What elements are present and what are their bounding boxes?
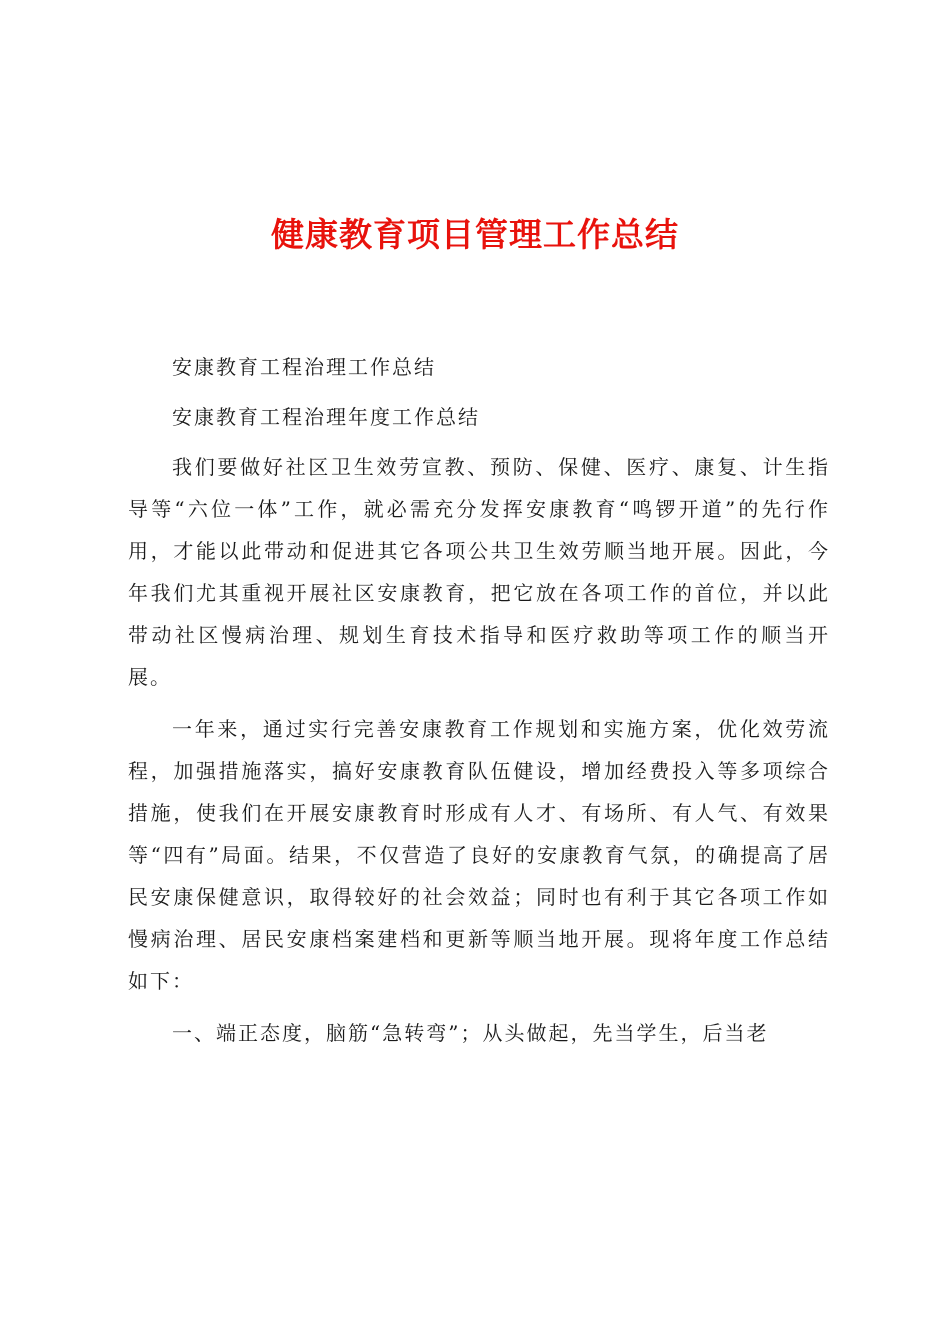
paragraph-intro: 我们要做好社区卫生效劳宣教、预防、保健、医疗、康复、计生指导等“六位一体”工作，就必需充分发挥安康教育“鸣锣开道”的先行作用，才能以此带动和促进其它各项公共卫生效劳顺当地开展。因此，今年我们尤其重视开展社区安康教育，把它放在各项工作的首位，并以此带动社区慢病治理、规划生育技术指导和医疗救助等项工作的顺当开展。 <box>128 455 830 689</box>
document-title: 健康教育项目管理工作总结 <box>271 215 679 254</box>
paragraph-subtitle-2: 安康教育工程治理年度工作总结 <box>172 405 480 429</box>
paragraph-summary: 一年来，通过实行完善安康教育工作规划和实施方案，优化效劳流程，加强措施落实，搞好安康教育队伍健设，增加经费投入等多项综合措施，使我们在开展安康教育时形成有人才、有场所、有人气、有效果等“四有”局面。结果，不仅营造了良好的安康教育气氛，的确提高了居民安康保健意识，取得较好的社会效益；同时也有利于其它各项工作如慢病治理、居民安康档案建档和更新等顺当地开展。现将年度工作总结如下： <box>128 717 830 993</box>
paragraph-subtitle-1: 安康教育工程治理工作总结 <box>172 355 436 379</box>
paragraph-section-1-heading: 一、端正态度，脑筋“急转弯”；从头做起，先当学生，后当老 <box>172 1021 769 1045</box>
document-body <box>128 346 830 1064</box>
